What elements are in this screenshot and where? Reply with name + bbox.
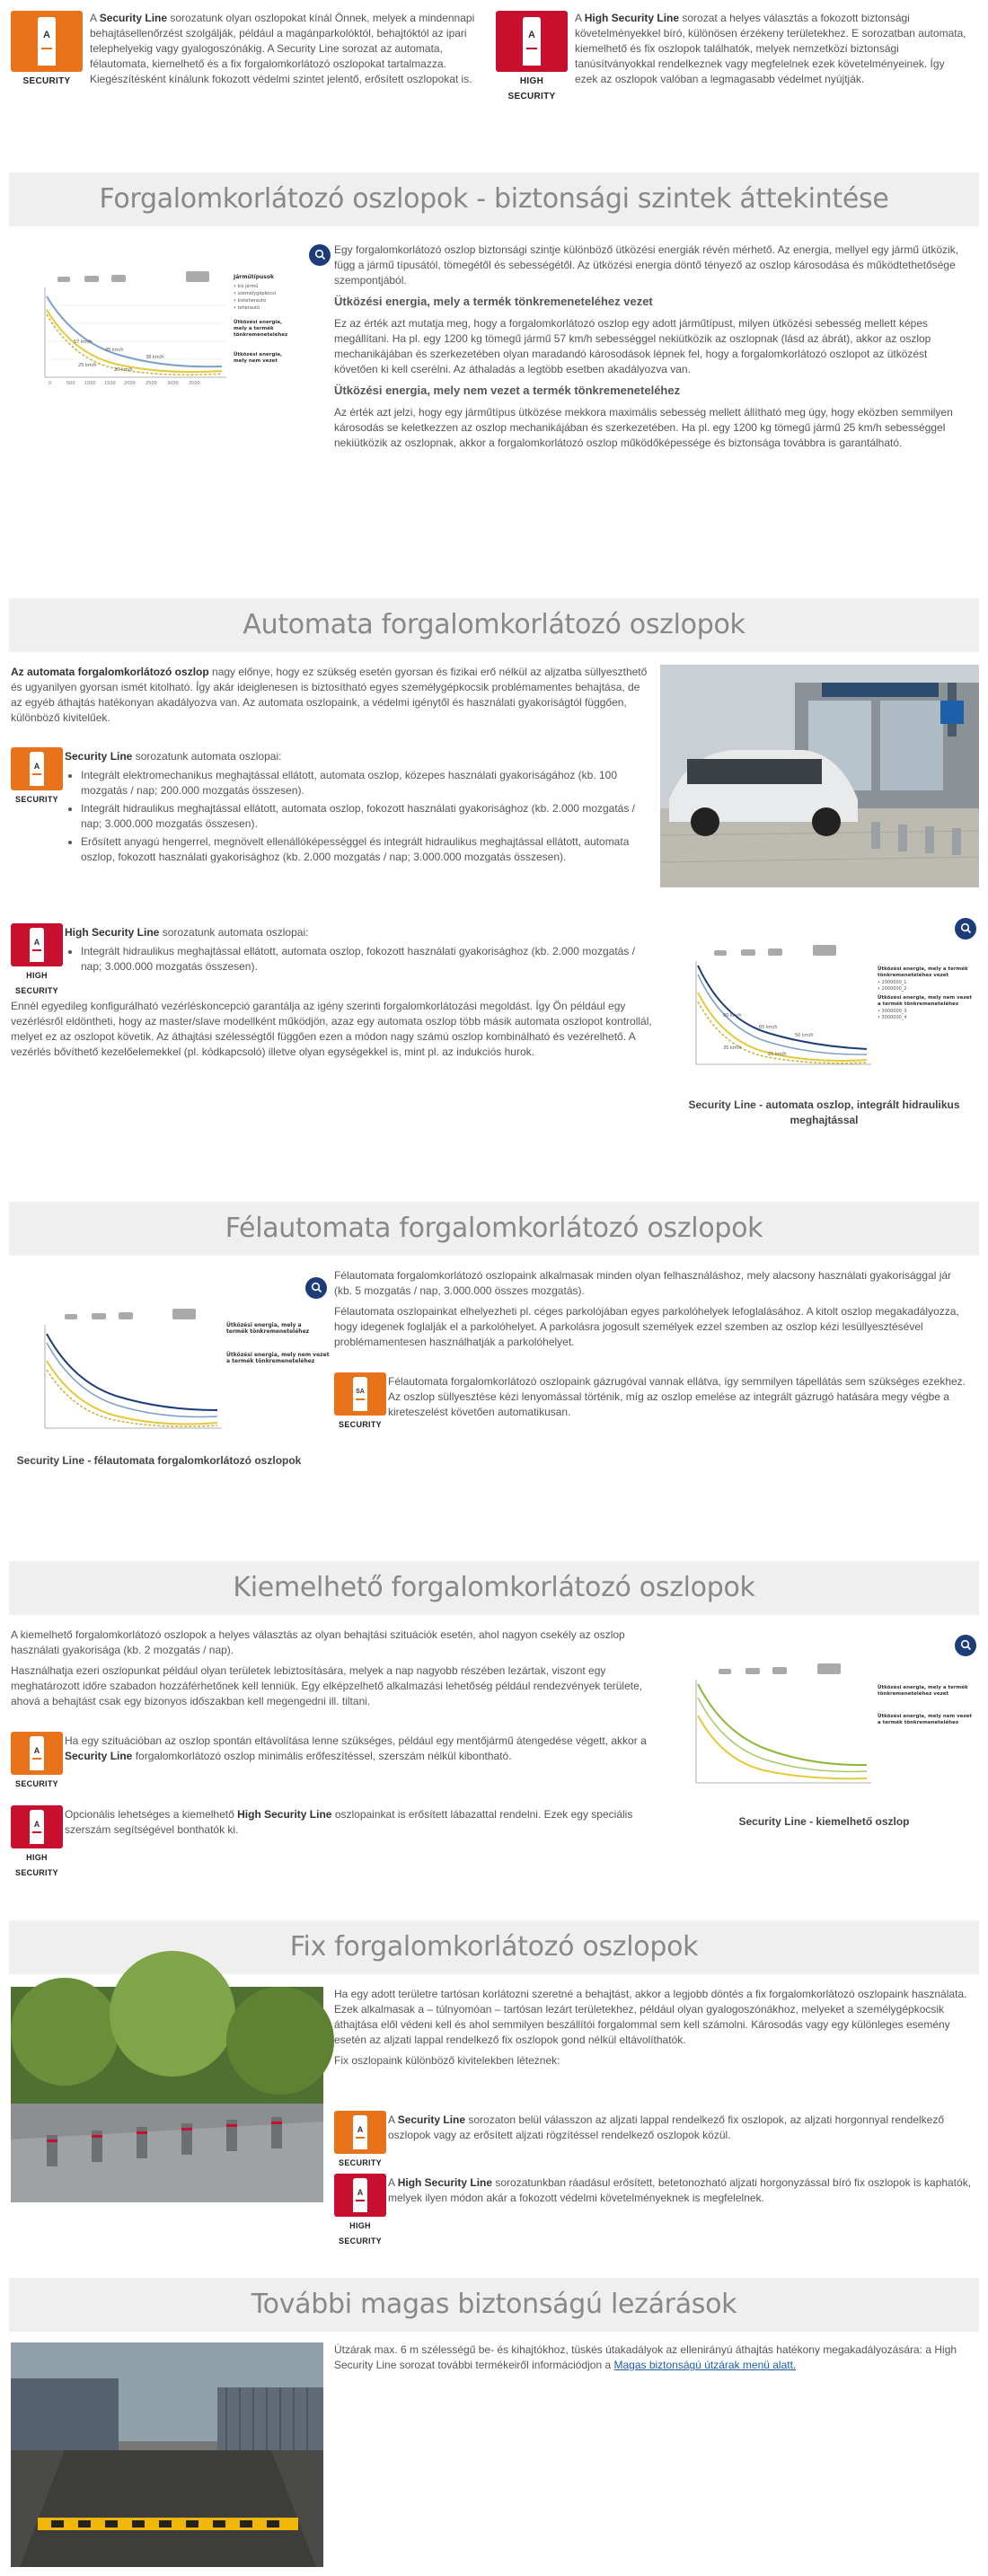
sec2-high-security-list: High Security Line sorozatunk automata oszlopai: • Integrált hidraulikus meghajtással ellátott, automata oszlop, fokozott használati gyakorisághoz (kb. 2.000 mozgatás / nap; 3.000.000 mozgatás összesen). [65,925,653,982]
svg-text:25 km/h: 25 km/h [78,363,97,368]
sec4-text: A kiemelhető forgalomkorlátozó oszlopok a helyes választás az olyan behajtási szituációk esetén, ahol nagyon csekély az oszlop használati gyakorisága (kb. 2 mozgatás / nap). Használhatja ezeri oszlopunkat például olyan területek lebiztosítására, melyek a nap nagyobb részében lezártak, viszont egy meghatározott időre szabadon hozzáférhetőnek kell lenniük. Egy elképzelhető alkalmazási lehetőség például rendezvények területe, ahová a behajtást csak egy bizonyos időszakban kell megengedni ill. tiltani. [11,1628,643,1707]
svg-text:• 3000000_4: • 3000000_4 [878,1015,907,1020]
sec1-heading-2: Ütközési energia, mely nem vezet a termék tönkremeneteléhez [334,384,681,397]
sec2-security-list: Security Line sorozatunk automata oszlopai: • Integrált elektromechanikus meghajtással ellátott, automata oszlop, közepes használati gyakoriságához (kb. 100 mozgatás / nap; 200.000 mozgatás összesen). • Integrált hidraulikus meghajtással ellátott, automata oszlop, fokozott használati gyakorisághoz (kb. 2.000 mozgatás / nap; 3.000.000 mozgatás összesen). • Erősített anyagú hengerrel, megnövelt ellenállóképességgel és integrált hidraulikus meghajtással ellátott, automata oszlop, fokozott használati gyakorisághoz (kb. 2.000 mozgatás / nap; 3.000.000 mozgatás összesen). [65,749,653,872]
list-item: • Integrált hidraulikus meghajtással ellátott, automata oszlop, fokozott használati gyakorisághoz (kb. 2.000 mozgatás / nap; 3.000.000 mozgatás összesen). [81,801,653,832]
svg-text:mely a termék: mely a termék [234,326,274,331]
svg-text:a termék tönkremeneteléhez: a termék tönkremeneteléhez [878,1720,959,1725]
svg-text:Ütközési energia, mely a: Ütközési energia, mely a [226,1322,302,1328]
sec4-security-text: Ha egy szituációban az oszlop spontán eltávolítása lenne szükséges, például egy mentőjármű átengedése végett, akkor a Security Line forgalomkorlátozó oszlop minimális erőfeszítéssel, szerszám nélkül kibontható. [65,1734,647,1762]
list-item: • Integrált elektromechanikus meghajtással ellátott, automata oszlop, közepes használati gyakoriságához (kb. 100 mozgatás / nap; 200.000 mozgatás összesen). [81,768,653,798]
semi-automatic-crash-chart [11,1307,330,1455]
svg-text:mely nem vezet: mely nem vezet [234,358,278,364]
svg-text:38 km/h: 38 km/h [146,355,164,360]
sec2-intro: Az automata forgalomkorlátozó oszlop nagy előnye, hogy ez szükség esetén gyorsan és fizikai erő nélkül az aljzatba süllyeszthető és ugyanilyen gyorsan ismét kitolható. Így akár ideiglenesen is biztosítható egyes személygépkocsik problémamentes behajtása, de az egyéb áthajtás hatékonyan akadályozva van. Az automata oszlopaink, a védelmi igénytől és használati gyakoriságtól függően, különböző kivitelűek. [11,666,648,724]
list-item: • Integrált hidraulikus meghajtással ellátott, automata oszlop, fokozott használati gyakorisághoz (kb. 2.000 mozgatás / nap; 3.000.000 mozgatás összesen). [81,944,653,975]
svg-text:50 km/h: 50 km/h [795,1033,814,1038]
svg-text:Ütközési energia, mely nem vez: Ütközési energia, mely nem vezet [878,995,973,1001]
sec4-high-security-text: Opcionális lehetséges a kiemelhető High Security Line oszlopainkat is erősített lábazattal rendelni. Ezek egy speciális szerszám segítségével bonthatók ki. [65,1808,633,1836]
magnifier-icon [960,1639,972,1651]
zoom-chart-button-1[interactable] [309,244,331,266]
section-title-high-security-barriers: További magas biztonságú lezárások [9,2278,979,2332]
security-badge-auto: A SECURITY [11,747,63,807]
svg-text:Ütközési energia,: Ütközési energia, [234,352,283,357]
svg-text:1000: 1000 [84,381,96,386]
svg-text:a termék tönkremeneteléhez: a termék tönkremeneteléhez [226,1358,315,1364]
high-security-badge-fixed: A HIGH SECURITY [334,2174,386,2249]
high-security-badge-removable: A HIGH SECURITY [11,1805,63,1881]
removable-crash-chart [669,1662,979,1810]
svg-text:Ütközési energia, mely nem vez: Ütközési energia, mely nem vezet [878,1714,973,1719]
automatic-crash-chart [669,943,979,1096]
svg-text:Ütközési energia, mely a termé: Ütközési energia, mely a termék [878,966,968,972]
sec3-text: Félautomata forgalomkorlátozó oszlopaink alkalmasak minden olyan felhasználáshoz, mely alacsony használati gyakorisággal jár (kb. 5 mozgatás / nap, 3.000.000 összes mozgatás). Félautomata oszlopainkat elhelyezheti pl. céges parkolójában egyes parkolóhelyek lefoglalásához. A kitolt oszlop megakadályozza, hogy idegenek foglalják el a parkolóhelyet. A parkolásra jogosult személyek ezzel szemben az oszlop kézi lesüllyesztésével problémamentesen használhatják a parkolóhelyet. [334,1269,959,1348]
magnifier-icon [311,1282,322,1293]
removable-chart-caption: Security Line - kiemelhető oszlop [738,1815,910,1828]
road-blocker-photo [11,2342,323,2567]
svg-text:termék tönkremeneteléhez: termék tönkremeneteléhez [226,1328,310,1335]
section-title-semi-automatic: Félautomata forgalomkorlátozó oszlopok [9,1202,979,1256]
sec3-gas-spring-text: Félautomata forgalomkorlátozó oszlopaink gázrugóval vannak ellátva, így semmilyen tápellátás sem szükséges ezekhez. Az oszlop süllyesztése kézi lenyomással történik, míg az oszlop emelése az integrált gázrugó hatására megy végbe a kireteszelést követően automatikusan. [388,1375,966,1418]
section-title-removable: Kiemelhető forgalomkorlátozó oszlopok [9,1561,979,1615]
sec5-security-text: A Security Line sorozaton belül válasszon az aljzati lappal rendelkező fix oszlopok, az aljzati horgonnyal rendelkező oszlopok vagy az erősített aljzati rögzítéssel rendelkező oszlopok közül. [388,2113,945,2141]
svg-text:tönkremeneteléhez: tönkremeneteléhez [234,332,288,338]
high-security-badge: A HIGH SECURITY [496,11,568,104]
svg-text:• teherautó: • teherautó [234,305,260,311]
svg-text:• kisteherautó: • kisteherautó [234,298,267,304]
sec5-text: Ha egy adott területre tartósan korlátozni szeretné a behajtást, akkor a legjobb döntés a fix forgalomkorlátozó oszlopaink használata. Ezek alkalmasak a – túlnyomóan – tartósan lezárt területekhez, például olyan gyalogoszónákhoz, melyeket a személygépkocsik áthajtása elől védeni kell és ahol semmilyen beszállítói forgalommal sem kell számolni. Károsodás vagy egy különleges esemény esetén az aljzati lappal rendelkező fix oszlopok gond nélkül eltávolíthatók. Fix oszlopaink különböző kivitelekben léteznek: [334,1988,967,2067]
sec1-heading-1: Ütközési energia, mely a termék tönkremeneteléhez vezet [334,295,653,308]
crash-energy-chart [11,243,307,395]
automatic-bollard-photo [660,665,979,887]
semi-automatic-chart-caption: Security Line - félautomata forgalomkorlátozó oszlopok [16,1454,302,1467]
svg-text:500: 500 [66,381,75,386]
svg-text:tönkremeneteléhez vezet: tönkremeneteléhez vezet [878,973,949,978]
svg-text:25 km/h: 25 km/h [768,1052,787,1057]
intro-security-text: A Security Line sorozatunk olyan oszlopokat kínál Önnek, melyek a mindennapi behajtásellenőrzést szolgálják, például a magánparkolóktól, behajtóktól az ipari telephelyekig vagy gyalogoszónákig. A Security Line sorozat az automata, félautomata, kiemelhető és a fix forgalomkorlátozó oszlopokat tartalmazza. Kiegészítésként kínálunk fokozott védelmi szintet jelentő, erősített oszlopokat is. [90,12,475,85]
sec1-text: Egy forgalomkorlátozó oszlop biztonsági szintje különböző ütközési energiák révén mérhető. Az energia, mellyel egy jármű ütközik, függ a jármű típusától, tömegétől és sebességétől. Az ütközési energia döntő tényező az oszlop károsodása és működtethetősége szempontjából. Ütközési energia, mely a termék tönkremeneteléhez vezet Ez az érték azt mutatja meg, hogy a forgalomkorlátozó oszlop egy adott járműtípust, milyen ütközési sebesség mellett képes megállítani. Ha pl. egy 1200 kg tömegű jármű 57 km/h sebességgel nekiütközik az oszlopnak (lásd az ábrát), akkor az oszlop mechanikájában és szerkezetében olyan maradandó károsodások lépnek fel, hogy a forgalomkorlátozó oszlopot az ütközést követően ki kell cserélni. Az áthaladás a legtöbb esetben akadályozva van. Ütközési energia, mely nem vezet a termék tönkremeneteléhez Az érték azt jelzi, hogy egy járműtípus ütközése mekkora maximális sebesség mellett állítható meg úgy, hogy eközben semmilyen károsodás se keletkezzen az oszlop mechanikájában és szerkezetében. Ha pl. egy 1200 kg tömegű jármű 25 km/h sebességgel nekiütközik az oszlopnak, akkor a forgalomkorlátozó oszlop működőképessége és biztonsága továbbra is garantálható. [334,243,972,456]
section-title-automatic: Automata forgalomkorlátozó oszlopok [9,598,979,652]
svg-text:0: 0 [49,381,52,386]
svg-text:1500: 1500 [104,381,116,386]
svg-text:• személygépkocsi: • személygépkocsi [234,291,277,296]
svg-text:Ütközési energia,: Ütközési energia, [234,320,283,325]
section-title-fixed: Fix forgalomkorlátozó oszlopok [9,1920,979,1974]
sec6-text: Útzárak max. 6 m szélességű be- és kihajtókhoz, tüskés útakadályok az ellenirányú áthajtás hatékony megakadályozására: a High Security Line sorozat további termékeiről információdjon a Magas biztonságú útzárak menü alatt. [334,2343,957,2371]
svg-text:Járműtípusok: Járműtípusok [234,274,274,280]
svg-text:• 2000000_2: • 2000000_2 [878,986,907,992]
svg-text:tönkremeneteléhez vezet: tönkremeneteléhez vezet [878,1691,949,1697]
svg-text:65 km/h: 65 km/h [759,1025,778,1030]
security-semi-auto-badge: SA SECURITY [334,1372,386,1433]
svg-text:3000: 3000 [167,381,179,386]
svg-text:2000: 2000 [124,381,136,386]
svg-text:2500: 2500 [146,381,157,386]
list-item: • Erősített anyagú hengerrel, megnövelt ellenállóképességgel és integrált hidraulikus meghajtással ellátott, automata oszlop, fokozott használati gyakorisághoz (kb. 2.000 mozgatás / nap; 3.000.000 mozgatás összesen). [81,834,653,865]
zoom-photo-button[interactable] [955,918,976,940]
zoom-chart-button-3[interactable] [305,1277,327,1299]
automatic-chart-caption: Security Line - automata oszlop, integrált hidraulikus meghajtással [688,1098,960,1126]
svg-text:80 km/h: 80 km/h [723,1013,742,1019]
security-badge-removable: A SECURITY [11,1732,63,1792]
svg-text:45 km/h: 45 km/h [105,348,124,353]
security-badge: A SECURITY [11,11,83,89]
svg-text:Ütközési energia, mely a termé: Ütközési energia, mely a termék [878,1685,968,1690]
section-title-security-levels: Forgalomkorlátozó oszlopok - biztonsági szintek áttekintése [9,172,979,226]
svg-text:57 km/h: 57 km/h [74,340,93,345]
magnifier-icon [314,249,326,260]
high-security-barriers-link[interactable]: Magas biztonságú útzárak menü alatt. [613,2359,797,2371]
sec2-outro: Ennél egyedileg konfigurálható vezérléskoncepció garantálja az igény szerinti forgalomkorlátozási megoldást. Így Ön például egy vezérlésről eldöntheti, hogy az master/slave modellként működjön, azaz egy automata oszlop több másik automata oszlopot kontrollál, melyet ez az oszlopot követik. Az áthajtási szélességtől függően ezen a módon nagy számú oszlop kombinálható és vezérelhető. A vezérlés bővíthető kezelőelemekkel (pl. kódkapcsoló) illetve olyan egységekkel is, mint pl. az indukciós hurok. [11,1000,652,1058]
svg-text:a termék tönkremeneteléhez: a termék tönkremeneteléhez [878,1001,959,1007]
svg-text:20 km/h: 20 km/h [114,367,133,373]
intro-high-security-text: A High Security Line sorozat a helyes választás a fokozott biztonsági követelményekkel bíró, különösen érzékeny területekhez. E sorozatban automata, kiemelhető és fix oszlopok találhatók, melyek nemzetközi biztonsági tanúsítványokkal rendelkeznek vagy megfelelnek ezek követelményeinek. Így ezek az oszlopok valóban a legmagasabb védelmet nyújtják. [575,12,966,85]
high-security-badge-auto: A HIGH SECURITY [11,923,63,999]
svg-text:• 2000000_1: • 2000000_1 [878,980,907,985]
fixed-bollards-photo [11,1987,323,2202]
svg-text:35 km/h: 35 km/h [723,1045,742,1051]
security-badge-fixed: A SECURITY [334,2111,386,2171]
svg-text:• 3000000_3: • 3000000_3 [878,1009,907,1014]
sec5-high-security-text: A High Security Line sorozatunkban ráadásul erősített, betetonozható aljzati horgonyzással bíró fix oszlopok is kaphatók, melyek ilyen módon akár a fokozott védelmi követelményeknek is megfelelnek. [388,2176,972,2204]
svg-text:Ütközési energia, mely nem vez: Ütközési energia, mely nem vezet [226,1352,330,1358]
svg-text:3500: 3500 [189,381,200,386]
zoom-chart-button-4[interactable] [955,1635,976,1656]
svg-text:• kis jármű: • kis jármű [234,284,259,289]
magnifier-icon [960,922,972,934]
